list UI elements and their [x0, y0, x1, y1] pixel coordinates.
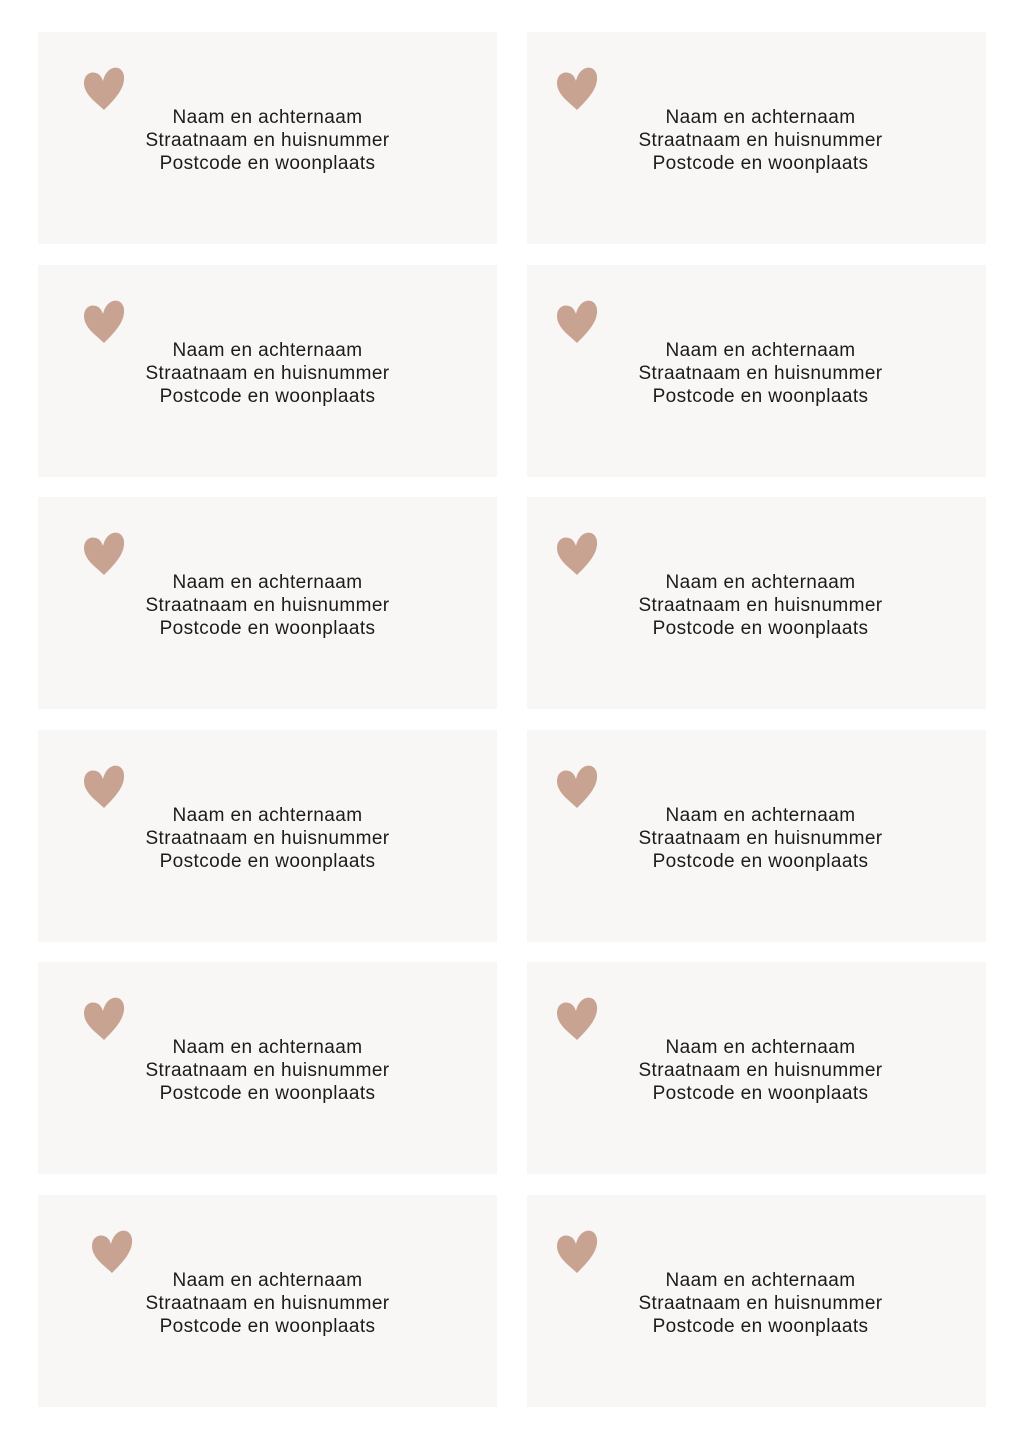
address-label: [527, 32, 986, 244]
address-label: [38, 32, 497, 244]
street-line: Straatnaam en huisnummer: [145, 1292, 390, 1314]
address-label: [38, 962, 497, 1174]
address-text: [38, 106, 497, 175]
name-line: Naam en achternaam: [665, 1269, 856, 1291]
postcode-line: Postcode en woonplaats: [159, 385, 376, 407]
name-line: Naam en achternaam: [172, 804, 363, 826]
address-text: [527, 1036, 986, 1105]
postcode-line: Postcode en woonplaats: [652, 618, 869, 639]
postcode-line: Postcode en woonplaats: [159, 850, 376, 872]
address-text: [527, 339, 986, 408]
street-line: Straatnaam en huisnummer: [145, 130, 390, 151]
address-label: [38, 1195, 497, 1407]
street-line: Straatnaam en huisnummer: [638, 130, 883, 151]
street-line: Straatnaam en huisnummer: [145, 362, 390, 384]
street-line: Straatnaam en huisnummer: [638, 827, 883, 849]
address-label: [527, 497, 986, 709]
street-line: Straatnaam en huisnummer: [145, 1060, 390, 1081]
street-line: Straatnaam en huisnummer: [638, 595, 883, 616]
name-line: Naam en achternaam: [665, 107, 856, 128]
address-text: [38, 571, 497, 640]
postcode-line: Postcode en woonplaats: [652, 1315, 869, 1337]
street-line: Straatnaam en huisnummer: [145, 595, 390, 616]
name-line: Naam en achternaam: [665, 339, 856, 361]
postcode-line: Postcode en woonplaats: [652, 385, 869, 407]
label-sheet: [38, 32, 986, 1407]
address-label: [38, 730, 497, 942]
address-label: [527, 1195, 986, 1407]
postcode-line: Postcode en woonplaats: [159, 618, 376, 639]
name-line: Naam en achternaam: [665, 804, 856, 826]
address-label: [38, 497, 497, 709]
name-line: Naam en achternaam: [172, 107, 363, 128]
street-line: Straatnaam en huisnummer: [145, 827, 390, 849]
street-line: Straatnaam en huisnummer: [638, 362, 883, 384]
postcode-line: Postcode en woonplaats: [652, 1083, 869, 1104]
postcode-line: Postcode en woonplaats: [652, 153, 869, 174]
address-text: [527, 571, 986, 640]
postcode-line: Postcode en woonplaats: [159, 1083, 376, 1104]
street-line: Straatnaam en huisnummer: [638, 1292, 883, 1314]
postcode-line: Postcode en woonplaats: [159, 1315, 376, 1337]
address-text: [527, 106, 986, 175]
address-label: [38, 265, 497, 477]
name-line: Naam en achternaam: [172, 1037, 363, 1058]
address-label: [527, 730, 986, 942]
name-line: Naam en achternaam: [665, 572, 856, 593]
name-line: Naam en achternaam: [172, 1269, 363, 1291]
name-line: Naam en achternaam: [665, 1037, 856, 1058]
postcode-line: Postcode en woonplaats: [652, 850, 869, 872]
name-line: Naam en achternaam: [172, 572, 363, 593]
address-text: [38, 1269, 497, 1338]
postcode-line: Postcode en woonplaats: [159, 153, 376, 174]
address-text: [38, 339, 497, 408]
address-text: [38, 1036, 497, 1105]
address-label: [527, 962, 986, 1174]
street-line: Straatnaam en huisnummer: [638, 1060, 883, 1081]
address-text: [527, 1269, 986, 1338]
address-label: [527, 265, 986, 477]
name-line: Naam en achternaam: [172, 339, 363, 361]
address-text: [38, 804, 497, 873]
address-text: [527, 804, 986, 873]
